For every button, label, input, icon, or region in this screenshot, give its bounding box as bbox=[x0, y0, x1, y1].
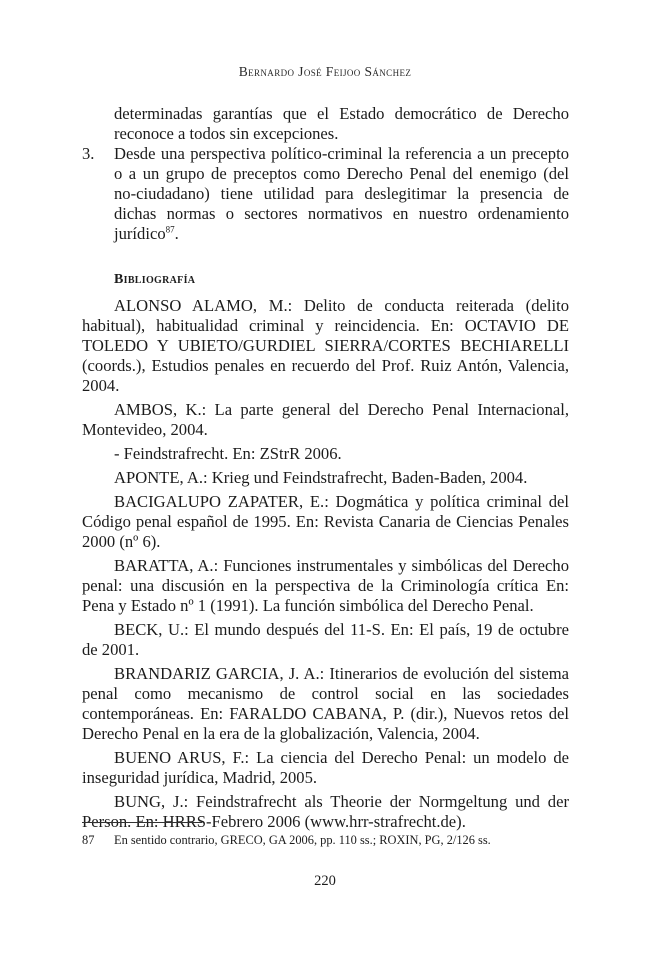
footnote-reference[interactable]: 87 bbox=[165, 224, 175, 235]
page-body bbox=[82, 104, 569, 836]
item-number: 3. bbox=[82, 144, 95, 163]
numbered-item bbox=[82, 144, 569, 244]
item-text bbox=[114, 144, 569, 244]
bibliography-entry: BUENO ARUS, F.: La ciencia del Derecho Penal: un modelo de inseguridad jurídica, Madrid, 2005. bbox=[82, 748, 569, 787]
bibliography-list bbox=[82, 296, 569, 832]
bibliography-entry: AMBOS, K.: La parte general del Derecho Penal Internacional, Montevideo, 2004. bbox=[82, 400, 569, 439]
bibliography-entry: BACIGALUPO ZAPATER, E.: Dogmática y política criminal del Código penal español de 1995. En: Revista Canaria de Ciencias Penales 2000 (nº 6). bbox=[82, 492, 569, 551]
footnote bbox=[82, 832, 569, 848]
continuation-paragraph: determinadas garantías que el Estado democrático de Derecho reconoce a todos sin excepciones. bbox=[114, 104, 569, 143]
item-text-end: . bbox=[174, 224, 179, 243]
bibliography-entry: BARATTA, A.: Funciones instrumentales y simbólicas del Derecho penal: una discusión en la perspectiva de la Criminología crítica En: Pena y Estado nº 1 (1991). La función simbólica del Derecho Penal. bbox=[82, 556, 569, 615]
bibliography-entry: - Feindstrafrecht. En: ZStrR 2006. bbox=[114, 444, 342, 463]
footnote-number: 87 bbox=[82, 833, 95, 847]
footnote-separator bbox=[82, 822, 202, 823]
running-header: Bernardo José Feijoo Sánchez bbox=[238, 64, 412, 79]
item-text-body: Desde una perspectiva político-criminal la referencia a un precepto o a un grupo de preceptos como Derecho Penal del enemigo (del no-ciudadano) tiene utilidad para deslegitimar la presencia de dichas normas o sectores normativos en nuestro ordenamiento jurídico bbox=[114, 144, 569, 243]
footnote-text: En sentido contrario, GRECO, GA 2006, pp. 110 ss.; ROXIN, PG, 2/126 ss. bbox=[114, 833, 491, 847]
bibliography-entry: APONTE, A.: Krieg und Feindstrafrecht, Baden-Baden, 2004. bbox=[114, 468, 528, 487]
page-number: 220 bbox=[314, 873, 336, 889]
bibliography-entry: BUNG, J.: Feindstrafrecht als Theorie der Normgeltung und der Person. En: HRRS-Febrero 2006 (www.hrr-strafrecht.de). bbox=[82, 792, 569, 831]
bibliography-entry: BRANDARIZ GARCIA, J. A.: Itinerarios de evolución del sistema penal como mecanismo de control social en las sociedades contemporáneas. En: FARALDO CABANA, P. (dir.), Nuevos retos del Derecho Penal en la era de la globalización, Valencia, 2004. bbox=[82, 664, 569, 743]
bibliography-entry: ALONSO ALAMO, M.: Delito de conducta reiterada (delito habitual), habitualidad criminal y reincidencia. En: OCTAVIO DE TOLEDO Y UBIETO/GURDIEL SIERRA/CORTES BECHIARELLI (coords.), Estudios penales en recuerdo del Prof. Ruiz Antón, Valencia, 2004. bbox=[82, 296, 569, 395]
bibliography-heading: Bibliografía bbox=[114, 272, 196, 287]
bibliography-entry: BECK, U.: El mundo después del 11-S. En: El país, 19 de octubre de 2001. bbox=[82, 620, 569, 659]
